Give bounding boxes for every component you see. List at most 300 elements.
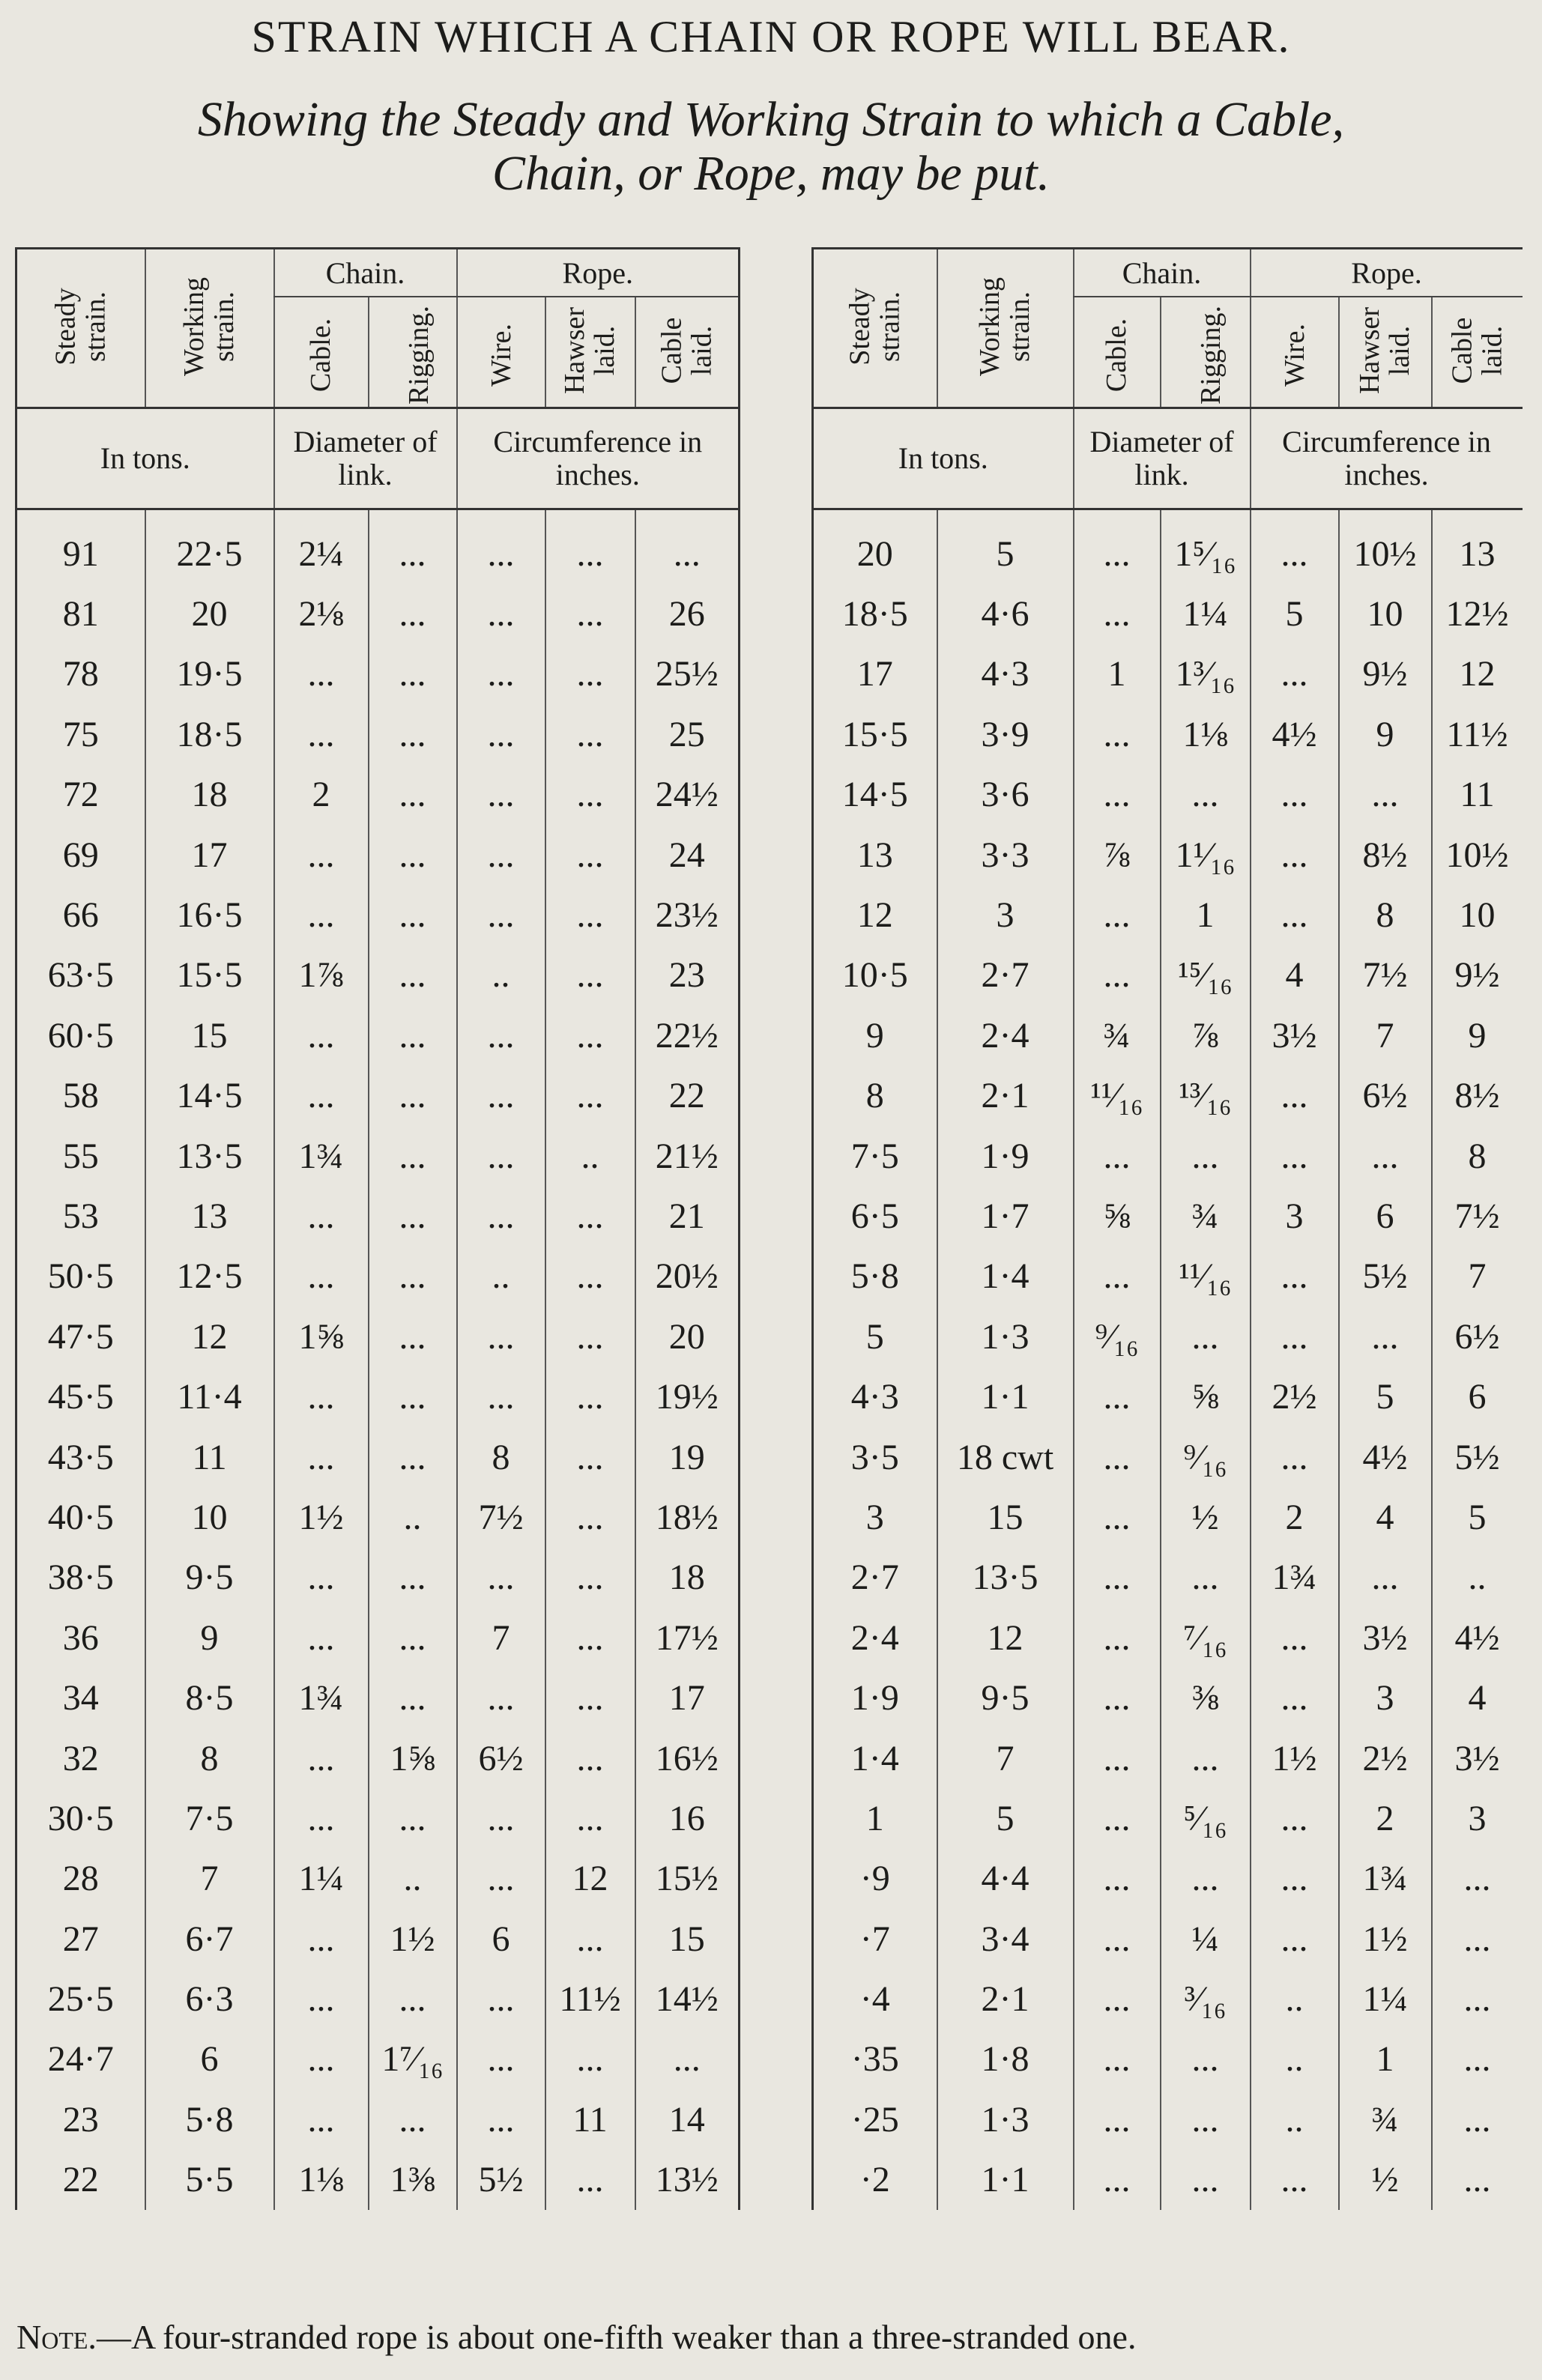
cell-rope-wire: 5: [1251, 584, 1339, 644]
cell-rope-wire: ...: [457, 524, 545, 584]
header-rope: Rope.: [1251, 249, 1523, 297]
cell-rope-cable-laid: 19: [635, 1427, 740, 1487]
cell-working-strain: 4·6: [937, 584, 1074, 644]
cell-rope-wire: ...: [457, 584, 545, 644]
cell-chain-cable: ⅝: [1074, 1186, 1161, 1246]
cell-rope-hawser-laid: 1¾: [1339, 1849, 1432, 1909]
cell-rope-cable-laid: 16: [635, 1788, 740, 1848]
cell-steady-strain: 27: [16, 1909, 145, 1969]
right-strain-table: [811, 247, 1523, 2210]
cell-rope-cable-laid: 14½: [635, 1969, 740, 2029]
cell-working-strain: 2·1: [937, 1969, 1074, 2029]
cell-working-strain: 6: [145, 2029, 274, 2089]
cell-rope-wire: ...: [1251, 765, 1339, 825]
table-row: [16, 1366, 740, 1426]
cell-steady-strain: 47·5: [16, 1306, 145, 1366]
cell-chain-rigging: ...: [1161, 2089, 1251, 2149]
cell-rope-cable-laid: 24½: [635, 765, 740, 825]
cell-rope-wire: 3½: [1251, 1005, 1339, 1065]
cell-rope-wire: ...: [457, 765, 545, 825]
cell-rope-cable-laid: 20½: [635, 1247, 740, 1306]
cell-working-strain: 11·4: [145, 1366, 274, 1426]
cell-steady-strain: 22: [16, 2150, 145, 2210]
cell-rope-wire: ...: [457, 1186, 545, 1246]
cell-steady-strain: 28: [16, 1849, 145, 1909]
table-row: [813, 1427, 1523, 1487]
cell-rope-wire: ...: [1251, 1247, 1339, 1306]
cell-working-strain: 3·4: [937, 1909, 1074, 1969]
cell-rope-cable-laid: ...: [635, 524, 740, 584]
cell-steady-strain: 34: [16, 1668, 145, 1728]
header-steady-strain: Steady strain.: [813, 249, 937, 408]
table-row: [16, 1668, 740, 1728]
cell-chain-cable: 1: [1074, 644, 1161, 704]
cell-chain-cable: ...: [274, 1005, 369, 1065]
cell-chain-cable: ...: [1074, 1608, 1161, 1668]
table-row: [813, 2089, 1523, 2149]
cell-rope-wire: ...: [457, 704, 545, 764]
table-row: [16, 1126, 740, 1186]
units-in-tons: In tons.: [813, 408, 1074, 509]
cell-working-strain: 1·9: [937, 1126, 1074, 1186]
cell-rope-cable-laid: 17: [635, 1668, 740, 1728]
table-row: [16, 1427, 740, 1487]
cell-steady-strain: 17: [813, 644, 937, 704]
cell-chain-rigging: ...: [369, 1126, 457, 1186]
header-hawser-laid: Hawser laid.: [545, 297, 635, 408]
cell-working-strain: 8: [145, 1728, 274, 1788]
cell-rope-cable-laid: 23½: [635, 885, 740, 945]
table-row: [16, 1548, 740, 1608]
cell-rope-cable-laid: 11: [1432, 765, 1523, 825]
cell-rope-cable-laid: 20: [635, 1306, 740, 1366]
cell-chain-rigging: ...: [1161, 2029, 1251, 2089]
cell-working-strain: 12: [937, 1608, 1074, 1668]
cell-steady-strain: 55: [16, 1126, 145, 1186]
table-row: [813, 765, 1523, 825]
cell-chain-rigging: 1³⁄₁₆: [1161, 644, 1251, 704]
cell-chain-cable: 1½: [274, 1487, 369, 1547]
cell-steady-strain: ·7: [813, 1909, 937, 1969]
cell-rope-hawser-laid: 4: [1339, 1487, 1432, 1547]
cell-working-strain: 5: [937, 1788, 1074, 1848]
cell-rope-hawser-laid: ..: [545, 1126, 635, 1186]
cell-rope-wire: ...: [1251, 1909, 1339, 1969]
cell-rope-hawser-laid: 5½: [1339, 1247, 1432, 1306]
cell-working-strain: 9·5: [937, 1668, 1074, 1728]
cell-steady-strain: 2·4: [813, 1608, 937, 1668]
cell-rope-hawser-laid: ...: [545, 704, 635, 764]
cell-rope-wire: ..: [457, 1247, 545, 1306]
cell-rope-wire: ...: [457, 1005, 545, 1065]
cell-chain-rigging: ...: [369, 945, 457, 1005]
cell-steady-strain: 14·5: [813, 765, 937, 825]
cell-chain-cable: 1¾: [274, 1668, 369, 1728]
cell-working-strain: 2·1: [937, 1066, 1074, 1126]
cell-rope-hawser-laid: ...: [1339, 1306, 1432, 1366]
cell-rope-hawser-laid: ...: [1339, 1548, 1432, 1608]
cell-rope-wire: ...: [457, 1668, 545, 1728]
cell-rope-hawser-laid: ...: [545, 1608, 635, 1668]
cell-rope-cable-laid: 18: [635, 1548, 740, 1608]
cell-rope-hawser-laid: 1¼: [1339, 1969, 1432, 2029]
cell-chain-rigging: ...: [1161, 765, 1251, 825]
cell-chain-cable: ...: [1074, 1969, 1161, 2029]
table-row: [16, 1186, 740, 1246]
cell-chain-cable: ...: [1074, 885, 1161, 945]
cell-rope-wire: ...: [457, 644, 545, 704]
cell-chain-cable: 2⅛: [274, 584, 369, 644]
cell-rope-cable-laid: 13½: [635, 2150, 740, 2210]
cell-working-strain: 22·5: [145, 524, 274, 584]
cell-rope-hawser-laid: ...: [545, 524, 635, 584]
cell-working-strain: 3: [937, 885, 1074, 945]
header-wire: Wire.: [1251, 297, 1339, 408]
table-row: [16, 765, 740, 825]
cell-chain-cable: 1⅝: [274, 1306, 369, 1366]
cell-steady-strain: 8: [813, 1066, 937, 1126]
cell-rope-wire: ...: [1251, 1668, 1339, 1728]
table-row: [813, 1186, 1523, 1246]
cell-chain-rigging: 1¹⁄₁₆: [1161, 825, 1251, 885]
header-chain: Chain.: [274, 249, 457, 297]
cell-rope-wire: ...: [1251, 644, 1339, 704]
subtitle-line-1: Showing the Steady and Working Strain to which a Cable,: [197, 92, 1345, 147]
table-row: [16, 2029, 740, 2089]
cell-rope-cable-laid: 25½: [635, 644, 740, 704]
cell-steady-strain: 36: [16, 1608, 145, 1668]
cell-rope-hawser-laid: 7½: [1339, 945, 1432, 1005]
cell-steady-strain: 6·5: [813, 1186, 937, 1246]
cell-chain-cable: ¾: [1074, 1005, 1161, 1065]
cell-rope-cable-laid: 25: [635, 704, 740, 764]
cell-rope-wire: ...: [1251, 1306, 1339, 1366]
cell-rope-wire: 3: [1251, 1186, 1339, 1246]
cell-working-strain: 13·5: [145, 1126, 274, 1186]
cell-working-strain: 14·5: [145, 1066, 274, 1126]
cell-chain-rigging: ¹³⁄₁₆: [1161, 1066, 1251, 1126]
units-circumference: Circumference in inches.: [457, 408, 740, 509]
cell-working-strain: 3·9: [937, 704, 1074, 764]
cell-chain-cable: ...: [1074, 2089, 1161, 2149]
cell-rope-cable-laid: 8: [1432, 1126, 1523, 1186]
cell-rope-cable-laid: 17½: [635, 1608, 740, 1668]
cell-chain-rigging: ...: [369, 1186, 457, 1246]
header-rigging: Rigging.: [369, 297, 457, 408]
cell-chain-rigging: 1½: [369, 1909, 457, 1969]
cell-chain-cable: ...: [1074, 704, 1161, 764]
cell-chain-cable: ...: [274, 644, 369, 704]
cell-rope-wire: 8: [457, 1427, 545, 1487]
cell-rope-hawser-laid: ...: [545, 765, 635, 825]
cell-rope-wire: ...: [1251, 1788, 1339, 1848]
cell-working-strain: 17: [145, 825, 274, 885]
cell-chain-rigging: ...: [1161, 1548, 1251, 1608]
cell-rope-cable-laid: ...: [1432, 2150, 1523, 2210]
cell-working-strain: 1·8: [937, 2029, 1074, 2089]
cell-rope-cable-laid: 5: [1432, 1487, 1523, 1547]
cell-working-strain: 18: [145, 765, 274, 825]
table-row: [16, 1728, 740, 1788]
table-row: [813, 1366, 1523, 1426]
cell-working-strain: 16·5: [145, 885, 274, 945]
cell-steady-strain: 18·5: [813, 584, 937, 644]
cell-steady-strain: 60·5: [16, 1005, 145, 1065]
cell-rope-cable-laid: 23: [635, 945, 740, 1005]
cell-rope-hawser-laid: ...: [545, 885, 635, 945]
cell-chain-cable: ...: [274, 1186, 369, 1246]
cell-rope-cable-laid: ...: [635, 2029, 740, 2089]
cell-chain-cable: 2¼: [274, 524, 369, 584]
subtitle: [0, 93, 1542, 201]
cell-rope-wire: ...: [457, 885, 545, 945]
cell-rope-cable-laid: 4: [1432, 1668, 1523, 1728]
cell-chain-cable: 1¼: [274, 1849, 369, 1909]
cell-chain-rigging: ...: [1161, 2150, 1251, 2210]
cell-steady-strain: 9: [813, 1005, 937, 1065]
cell-rope-cable-laid: ...: [1432, 2089, 1523, 2149]
cell-steady-strain: 20: [813, 524, 937, 584]
table-row: [16, 1066, 740, 1126]
cell-chain-rigging: ⅜: [1161, 1668, 1251, 1728]
cell-rope-cable-laid: 13: [1432, 524, 1523, 584]
cell-rope-hawser-laid: 11½: [545, 1969, 635, 2029]
cell-steady-strain: 81: [16, 584, 145, 644]
units-diameter: Diameter of link.: [1074, 408, 1251, 509]
cell-working-strain: 5·5: [145, 2150, 274, 2210]
cell-chain-rigging: ..: [369, 1849, 457, 1909]
cell-chain-rigging: ⅝: [1161, 1366, 1251, 1426]
table-row: [813, 2150, 1523, 2210]
cell-rope-wire: 2½: [1251, 1366, 1339, 1426]
cell-chain-rigging: 1⁷⁄₁₆: [369, 2029, 457, 2089]
cell-working-strain: 7·5: [145, 1788, 274, 1848]
cell-chain-rigging: ⁵⁄₁₆: [1161, 1788, 1251, 1848]
table-row: [16, 1247, 740, 1306]
cell-chain-cable: ...: [1074, 1668, 1161, 1728]
cell-rope-hawser-laid: ½: [1339, 2150, 1432, 2210]
cell-chain-rigging: ...: [369, 885, 457, 945]
table-row: [16, 1788, 740, 1848]
cell-rope-wire: ...: [457, 2029, 545, 2089]
cell-chain-rigging: ..: [369, 1487, 457, 1547]
cell-rope-hawser-laid: 2½: [1339, 1728, 1432, 1788]
cell-chain-cable: ...: [1074, 2029, 1161, 2089]
cell-working-strain: 1·7: [937, 1186, 1074, 1246]
cell-rope-wire: ...: [457, 1849, 545, 1909]
cell-steady-strain: 1: [813, 1788, 937, 1848]
cell-rope-cable-laid: 24: [635, 825, 740, 885]
cell-rope-wire: ...: [457, 825, 545, 885]
cell-rope-hawser-laid: ...: [1339, 765, 1432, 825]
cell-working-strain: 3·6: [937, 765, 1074, 825]
cell-rope-cable-laid: 6: [1432, 1366, 1523, 1426]
cell-rope-hawser-laid: ...: [545, 1668, 635, 1728]
cell-rope-cable-laid: 15: [635, 1909, 740, 1969]
cell-working-strain: 6·7: [145, 1909, 274, 1969]
cell-rope-hawser-laid: ...: [545, 1487, 635, 1547]
header-rigging: Rigging.: [1161, 297, 1251, 408]
cell-steady-strain: 43·5: [16, 1427, 145, 1487]
cell-rope-cable-laid: 10½: [1432, 825, 1523, 885]
cell-rope-hawser-laid: ...: [545, 644, 635, 704]
header-steady-strain: Steady strain.: [16, 249, 145, 408]
table-row: [813, 584, 1523, 644]
cell-working-strain: 7: [145, 1849, 274, 1909]
cell-chain-cable: 2: [274, 765, 369, 825]
cell-chain-cable: 1⅛: [274, 2150, 369, 2210]
cell-rope-wire: ...: [457, 1306, 545, 1366]
cell-rope-wire: 1¾: [1251, 1548, 1339, 1608]
cell-rope-cable-laid: ...: [1432, 1849, 1523, 1909]
subtitle-line-2: Chain, or Rope, may be put.: [492, 146, 1050, 201]
cell-chain-rigging: ...: [1161, 1849, 1251, 1909]
cell-steady-strain: 38·5: [16, 1548, 145, 1608]
cell-rope-hawser-laid: 6½: [1339, 1066, 1432, 1126]
table-row: [813, 644, 1523, 704]
cell-rope-wire: ...: [1251, 1849, 1339, 1909]
cell-rope-cable-laid: 3: [1432, 1788, 1523, 1848]
cell-chain-cable: ...: [1074, 2150, 1161, 2210]
cell-chain-rigging: 1⅝: [369, 1728, 457, 1788]
cell-rope-hawser-laid: ...: [545, 584, 635, 644]
cell-rope-cable-laid: 6½: [1432, 1306, 1523, 1366]
table-row: [16, 1306, 740, 1366]
cell-chain-cable: ...: [1074, 584, 1161, 644]
cell-chain-rigging: ...: [369, 1427, 457, 1487]
cell-rope-wire: ...: [457, 1969, 545, 2029]
cell-chain-rigging: ¹¹⁄₁₆: [1161, 1247, 1251, 1306]
cell-working-strain: 1·3: [937, 2089, 1074, 2149]
cell-rope-cable-laid: 3½: [1432, 1728, 1523, 1788]
cell-rope-wire: 5½: [457, 2150, 545, 2210]
cell-rope-hawser-laid: ...: [545, 1788, 635, 1848]
cell-rope-cable-laid: 15½: [635, 1849, 740, 1909]
cell-chain-rigging: ¼: [1161, 1909, 1251, 1969]
cell-steady-strain: ·25: [813, 2089, 937, 2149]
cell-steady-strain: 91: [16, 524, 145, 584]
cell-rope-hawser-laid: ...: [545, 1306, 635, 1366]
cell-chain-cable: ...: [1074, 1788, 1161, 1848]
cell-steady-strain: 1·4: [813, 1728, 937, 1788]
table-row: [16, 1005, 740, 1065]
table-row: [813, 524, 1523, 584]
cell-working-strain: 15: [937, 1487, 1074, 1547]
cell-chain-rigging: ...: [369, 1788, 457, 1848]
cell-chain-rigging: ⁷⁄₁₆: [1161, 1608, 1251, 1668]
cell-rope-hawser-laid: ...: [545, 1728, 635, 1788]
cell-steady-strain: 12: [813, 885, 937, 945]
cell-chain-cable: ...: [1074, 1909, 1161, 1969]
cell-rope-cable-laid: 18½: [635, 1487, 740, 1547]
cell-steady-strain: ·4: [813, 1969, 937, 2029]
cell-rope-wire: 6: [457, 1909, 545, 1969]
cell-chain-cable: 1⅞: [274, 945, 369, 1005]
cell-rope-hawser-laid: 7: [1339, 1005, 1432, 1065]
note-text: —A four-stranded rope is about one-fifth weaker than a three-stranded one.: [96, 2318, 1137, 2356]
header-cable: Cable.: [274, 297, 369, 408]
cell-rope-hawser-laid: ...: [545, 945, 635, 1005]
cell-chain-rigging: ...: [369, 825, 457, 885]
cell-chain-cable: ...: [1074, 1849, 1161, 1909]
cell-steady-strain: 69: [16, 825, 145, 885]
cell-steady-strain: 66: [16, 885, 145, 945]
cell-working-strain: 7: [937, 1728, 1074, 1788]
cell-steady-strain: 13: [813, 825, 937, 885]
cell-chain-rigging: ...: [369, 1608, 457, 1668]
cell-rope-hawser-laid: ...: [545, 1005, 635, 1065]
cell-rope-hawser-laid: ...: [545, 1548, 635, 1608]
cell-chain-cable: ⁹⁄₁₆: [1074, 1306, 1161, 1366]
cell-working-strain: 6·3: [145, 1969, 274, 2029]
cell-chain-rigging: ½: [1161, 1487, 1251, 1547]
table-row: [813, 1849, 1523, 1909]
cell-chain-cable: ...: [274, 825, 369, 885]
table-row: [16, 825, 740, 885]
table-row: [813, 1247, 1523, 1306]
cell-chain-cable: ...: [274, 1427, 369, 1487]
cell-steady-strain: 5·8: [813, 1247, 937, 1306]
cell-steady-strain: 3·5: [813, 1427, 937, 1487]
cell-working-strain: 2·7: [937, 945, 1074, 1005]
cell-rope-hawser-laid: 10: [1339, 584, 1432, 644]
table-row: [813, 704, 1523, 764]
table-row: [813, 2029, 1523, 2089]
cell-steady-strain: 15·5: [813, 704, 937, 764]
cell-steady-strain: 2·7: [813, 1548, 937, 1608]
cell-working-strain: 12·5: [145, 1247, 274, 1306]
cell-chain-cable: ...: [274, 2029, 369, 2089]
cell-rope-cable-laid: 9½: [1432, 945, 1523, 1005]
cell-rope-wire: ...: [1251, 885, 1339, 945]
cell-rope-wire: ...: [457, 1548, 545, 1608]
table-row: [813, 1548, 1523, 1608]
cell-chain-rigging: ...: [369, 584, 457, 644]
cell-working-strain: 11: [145, 1427, 274, 1487]
cell-rope-hawser-laid: ...: [545, 1909, 635, 1969]
header-cable-laid: Cable laid.: [635, 297, 740, 408]
table-row: [16, 644, 740, 704]
cell-working-strain: 18·5: [145, 704, 274, 764]
cell-rope-wire: 4: [1251, 945, 1339, 1005]
cell-steady-strain: 72: [16, 765, 145, 825]
cell-rope-cable-laid: ...: [1432, 1969, 1523, 2029]
cell-chain-cable: ...: [1074, 524, 1161, 584]
cell-steady-strain: 32: [16, 1728, 145, 1788]
cell-rope-wire: ...: [457, 1366, 545, 1426]
cell-rope-hawser-laid: 4½: [1339, 1427, 1432, 1487]
cell-chain-rigging: ...: [369, 765, 457, 825]
note-label: Note.: [16, 2318, 97, 2356]
cell-working-strain: 1·1: [937, 1366, 1074, 1426]
cell-chain-cable: ...: [1074, 1427, 1161, 1487]
table-row: [813, 1487, 1523, 1547]
cell-rope-hawser-laid: ...: [545, 825, 635, 885]
table-row: [813, 1909, 1523, 1969]
page-title: STRAIN WHICH A CHAIN OR ROPE WILL BEAR.: [251, 12, 1291, 61]
cell-rope-wire: ...: [1251, 1126, 1339, 1186]
table-row: [16, 885, 740, 945]
cell-rope-wire: 7½: [457, 1487, 545, 1547]
cell-chain-cable: ...: [1074, 1247, 1161, 1306]
cell-steady-strain: 24·7: [16, 2029, 145, 2089]
cell-working-strain: 1·4: [937, 1247, 1074, 1306]
cell-chain-rigging: ...: [1161, 1306, 1251, 1366]
header-working-strain: Working strain.: [937, 249, 1074, 408]
table-row: [813, 1066, 1523, 1126]
cell-working-strain: 8·5: [145, 1668, 274, 1728]
cell-chain-cable: ...: [274, 704, 369, 764]
